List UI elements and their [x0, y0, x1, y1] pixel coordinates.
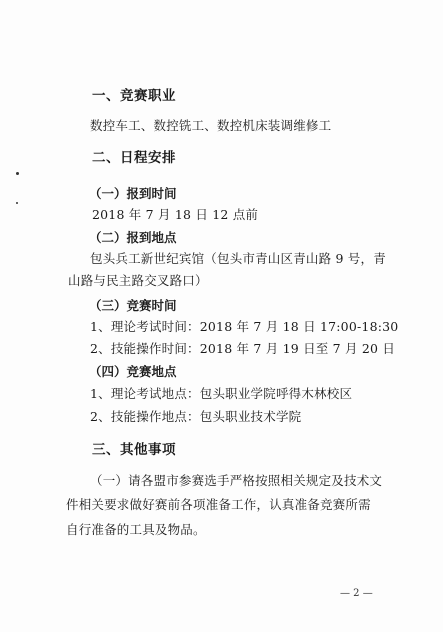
skills-operation-time: 2、技能操作时间：2018 年 7 月 19 日至 7 月 20 日 [90, 341, 396, 356]
subheading-competition-venue: （四）竞赛地点 [89, 364, 177, 379]
registration-time-text: 2018 年 7 月 18 日 12 点前 [92, 207, 259, 222]
other-matters-line-2: 件相关要求做好赛前各项准备工作，认真准备竞赛所需 [66, 497, 371, 512]
occupation-list: 数控车工、数控铣工、数控机床装调维修工 [90, 118, 332, 133]
scan-speck [16, 202, 18, 204]
scan-speck [16, 172, 19, 175]
section-heading-competition-occupation: 一、竞赛职业 [92, 88, 176, 104]
theory-exam-time: 1、理论考试时间：2018 年 7 月 18 日 17:00-18:30 [90, 319, 399, 334]
registration-place-line-1: 包头兵工新世纪宾馆（包头市青山区青山路 9 号，青 [90, 251, 386, 266]
other-matters-line-1: （一）请各盟市参赛选手严格按照相关规定及技术文 [90, 473, 383, 488]
page-number: — 2 — [340, 588, 373, 599]
subheading-registration-place: （二）报到地点 [89, 230, 177, 245]
section-heading-other-matters: 三、其他事项 [92, 442, 176, 458]
theory-exam-venue: 1、理论考试地点：包头职业学院呼得木林校区 [90, 386, 353, 401]
registration-place-line-2: 山路与民主路交叉路口） [68, 273, 208, 288]
subheading-registration-time: （一）报到时间 [89, 186, 177, 201]
other-matters-line-3: 自行准备的工具及物品。 [66, 522, 206, 537]
section-heading-schedule: 二、日程安排 [92, 150, 176, 166]
skills-operation-venue: 2、技能操作地点：包头职业技术学院 [90, 409, 302, 424]
subheading-competition-time: （三）竞赛时间 [89, 298, 177, 313]
